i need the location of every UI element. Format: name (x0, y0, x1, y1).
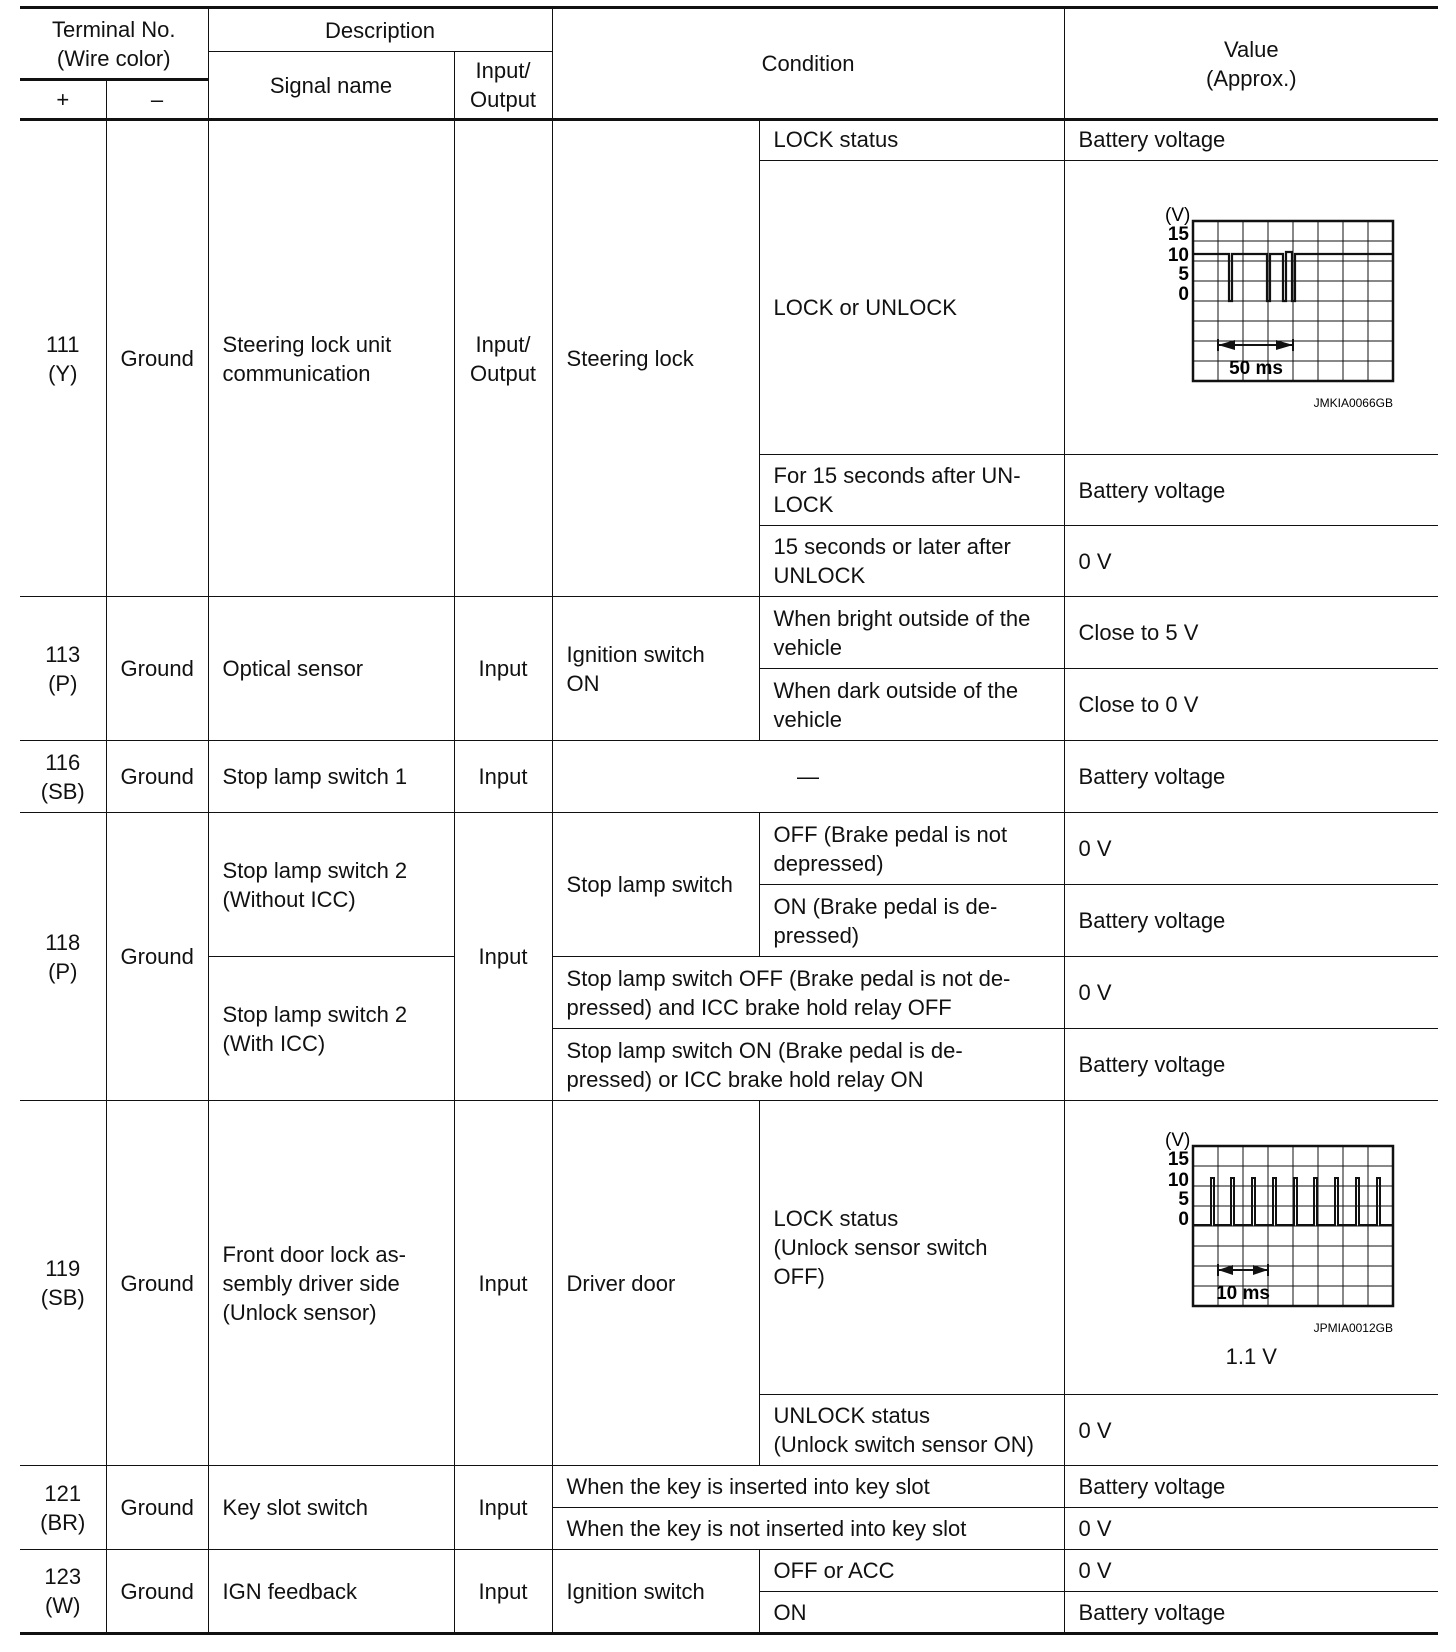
row-123-off (20, 1550, 1438, 1592)
io-cell: Input (454, 741, 552, 813)
sub-condition-cell: ON (759, 1592, 1064, 1634)
condition-line: (Unlock sensor switch (773, 1235, 988, 1260)
io-label-1: Input/ (475, 58, 531, 83)
sub-condition-cell: LOCK or UNLOCK (759, 161, 1064, 455)
wire-color: (Y) (48, 360, 78, 386)
minus-header: – (106, 80, 208, 120)
value-header (1064, 8, 1438, 120)
sub-condition-cell (759, 813, 1064, 885)
value-cell: Battery voltage (1064, 1466, 1438, 1508)
condition-line: Ignition switch (566, 641, 705, 667)
terminal-spec-table (20, 6, 1438, 1635)
oscilloscope-waveform-111 (1101, 200, 1401, 415)
io-label-2: Output (470, 87, 537, 112)
value-cell: 0 V (1064, 1395, 1438, 1466)
y-tick-label: 10 (1168, 1169, 1190, 1191)
waveform-trace (1193, 252, 1393, 301)
terminal-number: 119 (45, 1256, 81, 1281)
terminal-116 (20, 741, 106, 813)
ground-cell: Ground (106, 1101, 208, 1466)
row-119-lock (20, 1101, 1438, 1395)
condition-line: UNLOCK status (773, 1403, 931, 1428)
sub-condition-cell (759, 526, 1064, 597)
value-cell: 0 V (1064, 1550, 1438, 1592)
io-cell: Input (454, 1466, 552, 1550)
io-line: Output (470, 360, 537, 386)
signal-name-cell (208, 957, 454, 1101)
value-cell: Battery voltage (1064, 455, 1438, 526)
condition-line: vehicle (773, 634, 843, 660)
wire-color: (BR) (40, 1509, 86, 1535)
terminal-number: 121 (44, 1480, 82, 1506)
signal-name-cell (208, 813, 454, 957)
y-unit-label: (V) (1165, 205, 1191, 226)
signal-line: sembly driver side (222, 1270, 400, 1296)
condition-line: 15 seconds or later after (773, 534, 1011, 559)
condition-line: LOCK status (773, 1206, 899, 1231)
condition-line: pressed) (773, 922, 860, 948)
figure-id: JPMIA0012GB (1313, 1320, 1394, 1335)
signal-line: Stop lamp switch 2 (222, 1001, 408, 1027)
y-tick-label: 5 (1178, 1188, 1190, 1210)
oscilloscope-waveform-119 (1101, 1125, 1401, 1340)
terminal-number: 118 (45, 929, 81, 955)
io-header (454, 52, 552, 120)
y-unit-label: (V) (1165, 1129, 1191, 1151)
condition-cell: Ignition switch (552, 1550, 759, 1634)
condition-line: For 15 seconds after UN- (773, 463, 1021, 488)
io-cell (454, 120, 552, 597)
value-cell: Close to 0 V (1064, 669, 1438, 741)
y-tick-label: 15 (1168, 224, 1190, 245)
terminal-121 (20, 1466, 106, 1550)
waveform-cell-119 (1064, 1101, 1438, 1395)
signal-line: Front door lock as- (222, 1241, 406, 1267)
time-scale-label: 10 ms (1216, 1282, 1271, 1304)
sub-condition-cell (759, 1395, 1064, 1466)
io-line: Input/ (475, 331, 531, 357)
condition-cell: Driver door (552, 1101, 759, 1466)
condition-line: depressed) (773, 850, 884, 876)
value-cell: Battery voltage (1064, 885, 1438, 957)
wire-color: (SB) (40, 778, 85, 804)
condition-cell (552, 597, 759, 741)
value-cell: 0 V (1064, 957, 1438, 1029)
ground-cell: Ground (106, 597, 208, 741)
ground-cell: Ground (106, 1550, 208, 1634)
plus-header: + (20, 80, 106, 120)
wire-color: (P) (48, 958, 78, 984)
figure-id: JMKIA0066GB (1313, 396, 1394, 410)
approx-label: (Approx.) (1206, 65, 1297, 91)
sub-condition-cell (759, 455, 1064, 526)
signal-name-cell: Key slot switch (208, 1466, 454, 1550)
signal-name-cell: Stop lamp switch 1 (208, 741, 454, 813)
value-cell: Battery voltage (1064, 1029, 1438, 1101)
waveform-trace (1193, 1178, 1393, 1225)
condition-line: Stop lamp switch OFF (Brake pedal is not de- (566, 965, 1011, 991)
signal-line: (Unlock sensor) (222, 1299, 377, 1325)
terminal-113 (20, 597, 106, 741)
condition-cell: When the key is not inserted into key slot (552, 1508, 1064, 1550)
waveform-cell-111 (1064, 161, 1438, 455)
signal-line: (Without ICC) (222, 886, 356, 912)
sub-condition-cell (759, 597, 1064, 669)
signal-name-cell: Optical sensor (208, 597, 454, 741)
y-tick-label: 10 (1168, 245, 1190, 266)
io-cell: Input (454, 1550, 552, 1634)
io-cell: Input (454, 813, 552, 1101)
signal-name-header: Signal name (208, 52, 454, 120)
signal-line: (With ICC) (222, 1030, 326, 1056)
signal-line: Steering lock unit (222, 331, 392, 357)
value-cell: 0 V (1064, 813, 1438, 885)
header-row-1 (20, 8, 1438, 52)
value-cell: Battery voltage (1064, 741, 1438, 813)
row-118-with-icc-off (20, 957, 1438, 1029)
signal-line: Stop lamp switch 2 (222, 857, 408, 883)
y-tick-label: 15 (1168, 1148, 1190, 1170)
condition-line: Stop lamp switch ON (Brake pedal is de- (566, 1037, 963, 1063)
y-tick-label: 0 (1178, 284, 1190, 305)
sub-condition-cell (759, 885, 1064, 957)
ground-cell: Ground (106, 813, 208, 1101)
terminal-no-label: Terminal No. (52, 16, 176, 42)
wire-color: (P) (48, 670, 78, 696)
y-tick-label: 0 (1178, 1208, 1190, 1230)
sub-condition-cell (759, 669, 1064, 741)
sub-condition-cell: LOCK status (759, 120, 1064, 161)
terminal-spec-document (20, 6, 1438, 1635)
terminal-119 (20, 1101, 106, 1466)
row-111-lock-status (20, 120, 1438, 161)
terminal-number: 123 (44, 1564, 82, 1589)
wire-color: (SB) (40, 1285, 85, 1310)
io-cell: Input (454, 1101, 552, 1466)
time-scale-label: 50 ms (1229, 358, 1284, 379)
row-121-inserted (20, 1466, 1438, 1508)
terminal-111 (20, 120, 106, 597)
condition-line: ON (Brake pedal is de- (773, 893, 998, 919)
condition-line: LOCK (773, 492, 834, 517)
condition-line: When bright outside of the (773, 605, 1031, 631)
condition-header: Condition (552, 8, 1064, 120)
condition-cell (552, 957, 1064, 1029)
condition-line: ON (566, 670, 600, 696)
value-cell: 0 V (1064, 526, 1438, 597)
condition-cell: When the key is inserted into key slot (552, 1466, 1064, 1508)
signal-name-cell: IGN feedback (208, 1550, 454, 1634)
signal-name-cell (208, 120, 454, 597)
condition-line: OFF (Brake pedal is not (773, 821, 1008, 847)
signal-line: communication (222, 360, 371, 386)
terminal-number: 111 (46, 331, 80, 357)
row-118-without-icc-off (20, 813, 1438, 885)
terminal-123 (20, 1550, 106, 1634)
row-113-bright (20, 597, 1438, 669)
wire-color: (W) (45, 1593, 81, 1618)
wire-color-label: (Wire color) (56, 45, 171, 71)
terminal-number: 113 (45, 641, 81, 667)
condition-cell (552, 1029, 1064, 1101)
condition-cell: Stop lamp switch (552, 813, 759, 957)
sub-condition-cell: OFF or ACC (759, 1550, 1064, 1592)
value-cell: Battery voltage (1064, 1592, 1438, 1634)
value-cell: Close to 5 V (1064, 597, 1438, 669)
terminal-number: 116 (45, 749, 81, 775)
condition-cell: Steering lock (552, 120, 759, 597)
signal-name-cell (208, 1101, 454, 1466)
condition-line: pressed) and ICC brake hold relay OFF (566, 994, 952, 1020)
ground-cell: Ground (106, 741, 208, 813)
condition-line: (Unlock switch sensor ON) (773, 1432, 1034, 1457)
condition-line: pressed) or ICC brake hold relay ON (566, 1066, 924, 1092)
terminal-no-header (20, 8, 208, 80)
condition-line: UNLOCK (773, 563, 866, 588)
value-cell: 0 V (1064, 1508, 1438, 1550)
terminal-118 (20, 813, 106, 1101)
condition-line: vehicle (773, 706, 843, 732)
value-label: Value (1223, 36, 1279, 62)
condition-line: When dark outside of the (773, 677, 1019, 703)
io-cell: Input (454, 597, 552, 741)
y-tick-label: 5 (1178, 264, 1190, 285)
value-text: 1.1 V (1225, 1343, 1277, 1369)
condition-line: OFF) (773, 1264, 825, 1289)
sub-condition-cell (759, 1101, 1064, 1395)
ground-cell: Ground (106, 120, 208, 597)
value-cell: Battery voltage (1064, 120, 1438, 161)
condition-cell: — (552, 741, 1064, 813)
ground-cell: Ground (106, 1466, 208, 1550)
row-116 (20, 741, 1438, 813)
description-header: Description (208, 8, 552, 52)
